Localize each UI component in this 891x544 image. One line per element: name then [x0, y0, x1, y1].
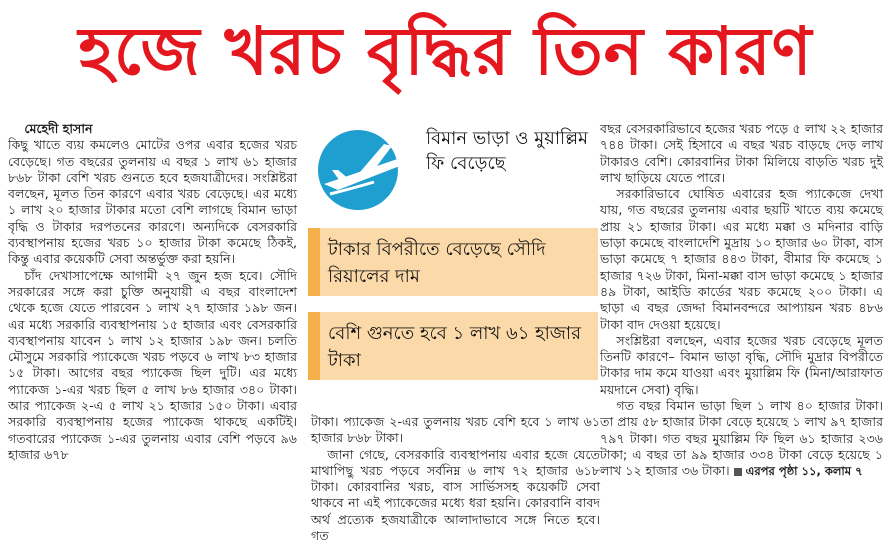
square-icon	[734, 468, 742, 476]
byline: মেহেদী হাসান	[24, 121, 93, 136]
highlights-panel	[308, 118, 598, 408]
airplane-icon	[314, 126, 414, 214]
paragraph: সংশ্লিষ্টরা বলছেন, এবার হজের খরচ বেড়েছে মূলত তিনটি কারণে– বিমান ভাড়া বৃদ্ধি, সৌদি মুদ্রার বিপরীতে টাকার দাম কমে যাওয়া এবং মুয়াল্লিম ফি (মিনা/আরাফাত ময়দানে সেবা) বৃদ্ধি।	[600, 332, 883, 397]
highlight-1-text: বিমান ভাড়া ও মুয়াল্লিম ফি বেড়েছে	[426, 128, 589, 174]
paragraph: বছর বেসরকারিভাবে হজের খরচ পড়ে ৫ লাখ ২২ হাজার ৭৪৪ টাকা। সেই হিসাবে এ বছর খরচ বাড়ছে দেড় লাখ টাকারও বেশি। কোরবানির টাকা মিলিয়ে বাড়তি খরচ দুই লাখ ছাড়িয়ে যেতে পারে।	[600, 121, 883, 185]
paragraph: জানা গেছে, বেসরকারি ব্যবস্থাপনায় এবার হজে যেতে মাথাপিছু খরচ পড়বে সর্বনিম্ন ৬ লাখ ৭২ হাজার ৬১৮ টাকা। কোরবানির খরচ, বাস সার্ভিসসহ কয়েকটি সেবা থাকবে না এই প্যাকেজের মধ্যে ধরা হয়নি। কোরবানি বাবদ অর্থ প্রত্যেক হজযাত্রীকে আলাদাভাবে সঙ্গে নিতে হবে। গত	[311, 446, 600, 544]
highlight-2	[308, 228, 598, 296]
paragraph: চাঁদ দেখাসাপেক্ষে আগামী ২৭ জুন হজ হবে। সৌদি সরকারের সঙ্গে করা চুক্তি অনুযায়ী এ বছর বাংলাদেশ থেকে হজে যেতে পারবেন ১ লাখ ২৭ হাজার ১৯৮ জন। এর মধ্যে সরকারি ব্যবস্থাপনায় ১৫ হাজার এবং বেসরকারি ব্যবস্থাপনায় যাবেন ১ লাখ ১২ হাজার ১৯৮ জন। চলতি মৌসুমে সরকারি প্যাকেজে খরচ পড়বে ৬ লাখ ৮৩ হাজার ১৫ টাকা। আগের বছর প্যাকেজ ছিল দুটি। এর মধ্যে প্যাকেজ ১-এর খরচ ছিল ৫ লাখ ৮৬ হাজার ৩৪০ টাকা। আর প্যাকেজ ২-এ ৫ লাখ ২১ হাজার ১৫০ টাকা। এবার সরকারি ব্যবস্থাপনায় হজের প্যাকেজ থাকছে একটিই। গতবারের প্যাকেজ ১-এর তুলনায় এবার বেশি পড়বে ৯৬ হাজার ৬৭৮	[8, 267, 297, 462]
highlight-3-text: বেশি গুনতে হবে ১ লাখ ৬১ হাজার টাকা	[328, 323, 582, 371]
headline: হজে খরচ বৃদ্ধির তিন কারণ	[78, 13, 813, 90]
paragraph: টাকা। প্যাকেজ ২-এর তুলনায় খরচ বেশি হবে ১ লাখ ৬১ হাজার ৮৬৮ টাকা।	[311, 414, 600, 446]
article-column-3	[600, 121, 883, 480]
article-column-1	[8, 121, 297, 463]
continued-link[interactable]	[734, 464, 863, 478]
highlight-1	[308, 118, 598, 222]
paragraph: সরকারিভাবে ঘোষিত এবারের হজ প্যাকেজে দেখা যায়, গত বছরের তুলনায় এবার ছয়টি খাতে ব্যয় কমেছে প্রায় ২১ হাজার টাকা। এর মধ্যে মক্কা ও মদিনার বাড়ি ভাড়া কমেছে বাংলাদেশি মুদ্রায় ১০ হাজার ৬০ টাকা, বাস ভাড়া কমেছে ৭ হাজার ৪৪৩ টাকা, বীমার ফি কমেছে ১ হাজার ৭২৬ টাকা, মিনা-মক্কা বাস ভাড়া কমেছে ১ হাজার ৪৯ টাকা, আইডি কার্ডের খরচ কমেছে ২০০ টাকা। এ ছাড়া এ বছর জেদ্দা বিমানবন্দরে আপ্যায়ন খরচ ৪৮৬ টাকা বাদ দেওয়া হয়েছে।	[600, 186, 883, 332]
paragraph-text: গত বছর বিমান ভাড়া ছিল ১ লাখ ৪০ হাজার টাকা। তা প্রায় ৫৮ হাজার টাকা বেড়ে হয়েছে ১ লাখ ৯৭ হাজার ৭৯৭ টাকা। গত বছর মুয়াল্লিম ফি ছিল ৬১ হাজার ২৩৬ টাকা; এ বছর তা ৯৯ হাজার ৩৩৪ টাকা বেড়ে হয়েছে ১ লাখ ১২ হাজার ৩৬ টাকা।	[600, 398, 883, 479]
paragraph	[600, 398, 883, 479]
highlight-2-text: টাকার বিপরীতে বেড়েছে সৌদি রিয়ালের দাম	[328, 239, 546, 287]
article-column-2	[311, 414, 600, 544]
continued-text: এরপর পৃষ্ঠা ১১, কলাম ৭	[745, 464, 863, 479]
highlight-3	[308, 312, 598, 380]
paragraph: কিছু খাতে ব্যয় কমলেও মোটের ওপর এবার হজের খরচ বেড়েছে। গত বছরের তুলনায় এ বছর ১ লাখ ৬১ হাজার ৮৬৮ টাকা বেশি খরচ গুনতে হবে হজযাত্রীদের। সংশ্লিষ্টরা বলছেন, মূলত তিন কারণে এবার খরচ বেড়েছে। এর মধ্যে ১ লাখ ২০ হাজার টাকার মতো বেশি লাগছে বিমান ভাড়া বৃদ্ধি ও টাকার দরপতনের কারণে। অন্যদিকে বেসরকারি ব্যবস্থাপনায় হজের খরচ ১০ হাজার টাকা কমেছে ঠিকই, কিন্তু এবার কয়েকটি সেবা অন্তর্ভুক্ত করা হয়নি।	[8, 137, 297, 267]
